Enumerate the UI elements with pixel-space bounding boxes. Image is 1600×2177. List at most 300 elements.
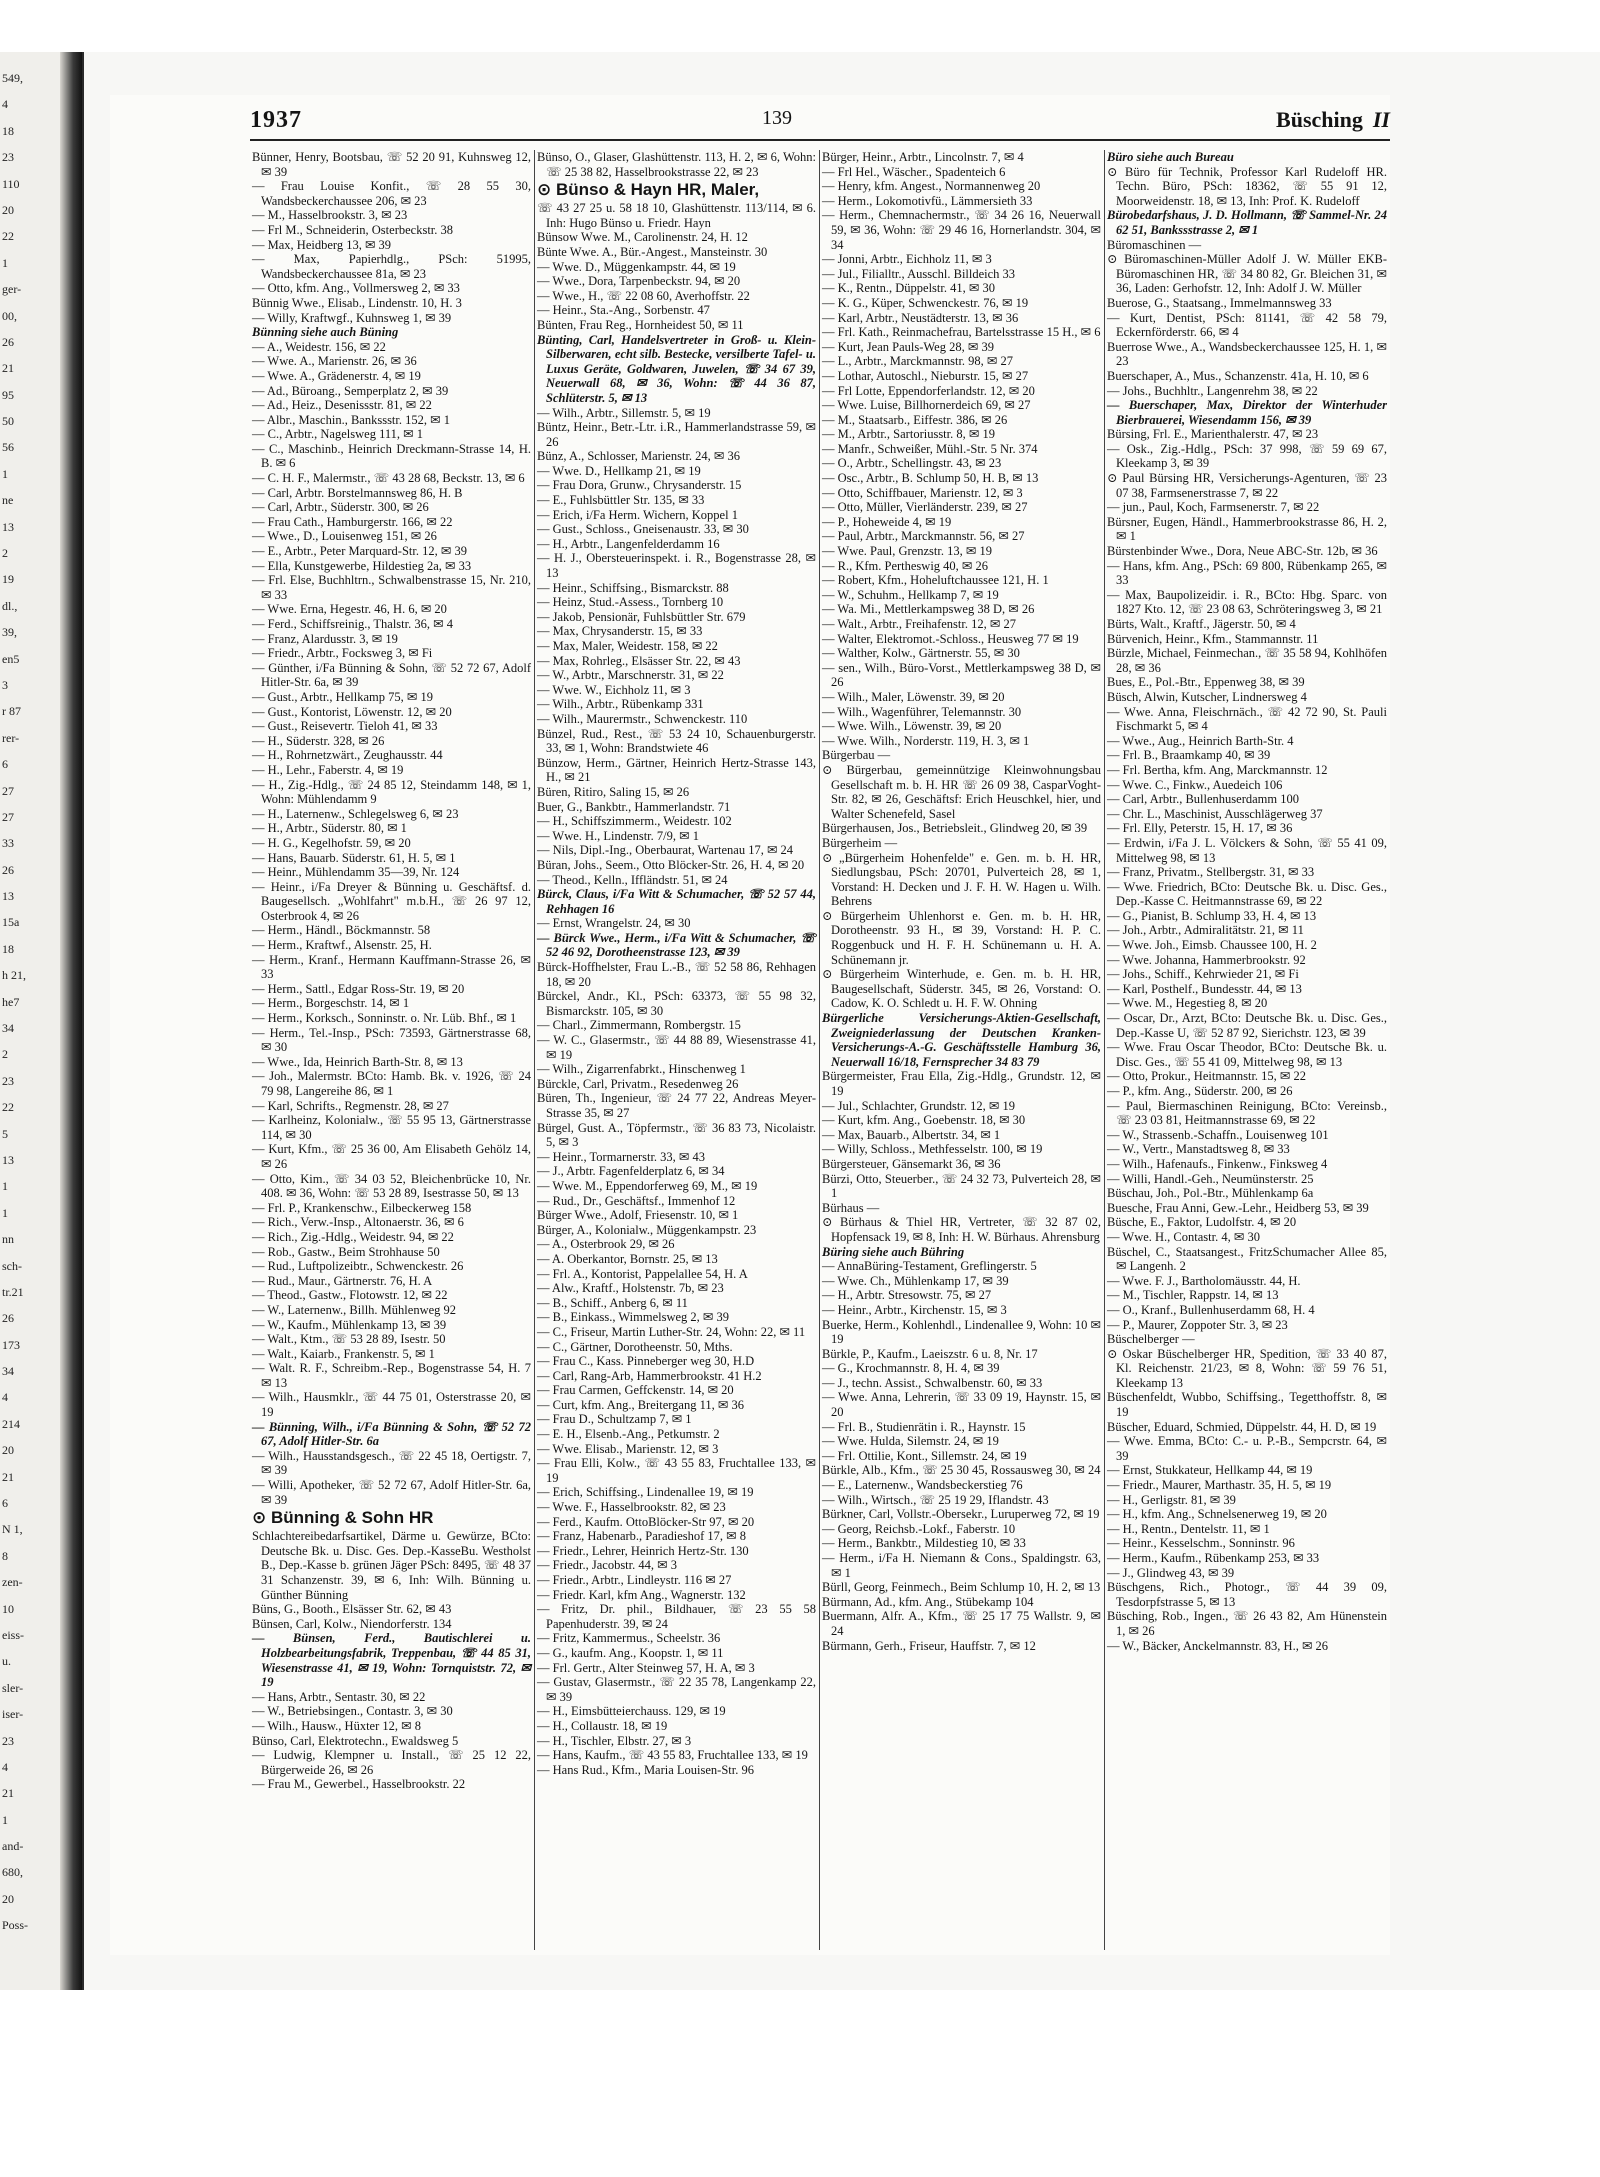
directory-entry: ⊙ „Bürgerheim Hohenfelde" e. Gen. m. b. H. HR, Siedlungsbau, PSch: 20701, Pulverteich 28, ✉ 1, Vorstand: H. Decken und J. F. H. W. Hagen u. Wilh. Behrens [822, 850, 1101, 909]
column-1 [250, 150, 535, 1950]
directory-entry: — M., Tischler, Rappstr. 14, ✉ 13 [1107, 1288, 1279, 1303]
directory-entry: Bürmann, Ad., kfm. Ang., Stübekamp 104 [822, 1594, 1034, 1609]
directory-entry: — H., Rentn., Dentelstr. 11, ✉ 1 [1107, 1521, 1270, 1536]
previous-page-fragment: 680, [2, 1865, 23, 1879]
directory-entry: — Max, Chrysanderstr. 15, ✉ 33 [537, 624, 703, 639]
directory-entry: — Otto, Schiffbauer, Marienstr. 12, ✉ 3 [822, 485, 1023, 500]
directory-entry: — sen., Wilh., Büro-Vorst., Mettlerkampsweg 38 D, ✉ 26 [822, 660, 1101, 690]
previous-page-fragment: en5 [2, 652, 20, 666]
directory-entry: — Herm., Tel.-Insp., PSch: 73593, Gärtnerstrasse 68, ✉ 30 [252, 1025, 531, 1055]
directory-entry: — Walther, Kolw., Gärtnerstr. 55, ✉ 30 [822, 646, 1020, 661]
directory-entry: — Herm., Kranf., Hermann Kauffmann-Strasse 26, ✉ 33 [252, 952, 531, 982]
previous-page-fragment: eiss- [2, 1628, 24, 1642]
directory-entry: — Herm., Händl., Böckmannstr. 58 [252, 923, 431, 938]
directory-entry: Bürgerbau — [822, 748, 891, 763]
previous-page-fragment: 34 [2, 1364, 14, 1378]
directory-entry: — Frau Carmen, Geffckenstr. 14, ✉ 20 [537, 1383, 734, 1398]
directory-entry: — Hans, Kaufm., ☏ 43 55 83, Fruchtallee 133, ✉ 19 [537, 1748, 808, 1763]
header-rule [250, 139, 1390, 141]
directory-entry: — Wilh., Maler, Löwenstr. 39, ✉ 20 [822, 689, 1005, 704]
directory-entry: — Gust., Arbtr., Hellkamp 75, ✉ 19 [252, 689, 433, 704]
directory-entry: ⊙ Paul Bürsing HR, Versicherungs-Agenturen, ☏ 23 07 38, Farmsenerstrasse 7, ✉ 22 [1107, 471, 1387, 500]
previous-page-fragment: 95 [2, 388, 14, 402]
directory-entry: — Willi, Apotheker, ☏ 52 72 67, Adolf Hitler-Str. 6a, ✉ 39 [252, 1478, 531, 1507]
directory-entry: — Friedr., Lehrer, Heinrich Hertz-Str. 130 [537, 1543, 749, 1558]
previous-page-fragment: 4 [2, 1390, 8, 1404]
directory-entry: — Bünsen, Ferd., Bautischlerei u. Holzbearbeitungsfabrik, Treppenbau, ☏ 44 85 31, Wiesenstrasse 41, ✉ 19, Wohn: Tornquiststr. 72, ✉ 19 [252, 1631, 531, 1690]
directory-entry: Bürts, Walt., Kraftf., Jägerstr. 50, ✉ 4 [1107, 617, 1296, 631]
previous-page-fragment: 26 [2, 863, 14, 877]
previous-page-fragment: 110 [2, 177, 20, 191]
directory-entry: — Wwe. Hulda, Silemstr. 24, ✉ 19 [822, 1434, 999, 1449]
directory-entry: — Johs., Buchhltr., Langenrehm 38, ✉ 22 [1107, 383, 1318, 398]
directory-entry: — Erich, Schiffsing., Lindenallee 19, ✉ 19 [537, 1485, 754, 1500]
directory-entry: Bürobedarfshaus, J. D. Hollmann, ☏ Sammel-Nr. 24 62 51, Bankssstrasse 2, ✉ 1 [1107, 208, 1387, 237]
directory-entry: Bürvenich, Heinr., Kfm., Stammannstr. 11 [1107, 631, 1319, 646]
directory-entry: — P., Hoheweide 4, ✉ 19 [822, 514, 952, 529]
directory-entry: — AnnaBüring-Testament, Greflingerstr. 5 [822, 1259, 1037, 1274]
directory-entry: — Rud., Maur., Gärtnerstr. 76, H. A [252, 1273, 433, 1288]
directory-entry: ⊙ Bürhaus & Thiel HR, Vertreter, ☏ 32 87 02, Hopfensack 19, ✉ 8, Inh: H. W. Bürhaus. Ahrensburg [822, 1215, 1101, 1244]
directory-entry: — Osc., Arbtr., B. Schlump 50, H. B, ✉ 13 [822, 471, 1039, 486]
previous-page-fragment: 15a [2, 915, 20, 929]
previous-page-fragment: 34 [2, 1021, 14, 1035]
running-title [1276, 107, 1390, 133]
directory-entry: Buerose, G., Staatsang., Immelmannsweg 33 [1107, 295, 1332, 310]
directory-entry: — Paul, Arbtr., Marckmannstr. 56, ✉ 27 [822, 529, 1025, 544]
previous-page-fragment: 2 [2, 546, 8, 560]
directory-entry: — Herm., Kaufm., Rübenkamp 253, ✉ 33 [1107, 1551, 1320, 1565]
directory-entry: — H., Süderstr. 328, ✉ 26 [252, 733, 385, 748]
previous-page-fragment: 18 [2, 124, 14, 138]
directory-entry: — Frl. Else, Buchhltrn., Schwalbenstrasse 15, Nr. 210, ✉ 33 [252, 573, 531, 602]
directory-entry: — Frau Louise Konfit., ☏ 28 55 30, Wandsbeckerchaussee 206, ✉ 23 [252, 179, 531, 208]
directory-entry: — Kurt, Jean Pauls-Weg 28, ✉ 39 [822, 339, 994, 354]
directory-entry: Büromaschinen — [1107, 237, 1202, 252]
previous-page-fragment: sler- [2, 1681, 24, 1695]
directory-entry: — J., Arbtr. Fagenfelderplatz 6, ✉ 34 [537, 1164, 725, 1179]
directory-entry: Bürsing, Frl. E., Marienthalerstr. 47, ✉ 23 [1107, 427, 1319, 442]
directory-entry: — Frau Elli, Kolw., ☏ 43 55 83, Fruchtallee 133, ✉ 19 [537, 1456, 816, 1485]
directory-entry: Buesche, Frau Anni, Gew.-Lehr., Heidberg 53, ✉ 39 [1107, 1200, 1369, 1215]
directory-entry: — Wwe. Frau Oscar Theodor, BCto: Deutsche Bk. u. Disc. Ges., ☏ 55 41 09, Mittelweg 98, ✉ 13 [1107, 1040, 1387, 1069]
directory-entry: — Heinr., Mühlendamm 35—39, Nr. 124 [252, 865, 460, 880]
previous-page-fragment: 21 [2, 1470, 14, 1484]
directory-entry: — Joh., Malermstr. BCto: Hamb. Bk. v. 1926, ☏ 24 79 98, Langereihe 86, ✉ 1 [252, 1069, 531, 1098]
directory-entry: — Gustav, Glasermstr., ☏ 22 35 78, Langenkamp 22, ✉ 39 [537, 1675, 816, 1704]
directory-entry: Bünzow, Herm., Gärtner, Heinrich Hertz-Strasse 143, H., ✉ 21 [537, 755, 816, 785]
directory-entry: — Wwe. H., Lindenstr. 7/9, ✉ 1 [537, 828, 699, 843]
directory-entry: — B., Einkass., Wimmelsweg 2, ✉ 39 [537, 1310, 730, 1325]
directory-entry: — Lothar, Autoschl., Nieburstr. 15, ✉ 27 [822, 368, 1029, 383]
directory-entry: — Karl, Posthelf., Bundesstr. 44, ✉ 13 [1107, 981, 1302, 996]
directory-entry: — Otto, Müller, Vierländerstr. 239, ✉ 27 [822, 500, 1028, 515]
directory-entry: — L., Arbtr., Marckmannstr. 98, ✉ 27 [822, 354, 1014, 369]
directory-entry: — Carl, Arbtr., Bullenhuserdamm 100 [1107, 792, 1299, 807]
directory-entry: — Ferd., Schiffsreinig., Thalstr. 36, ✉ 4 [252, 617, 453, 631]
directory-entry: Bürmann, Gerh., Friseur, Hauffstr. 7, ✉ 12 [822, 1638, 1036, 1653]
directory-entry: — P., Maurer, Zoppoter Str. 3, ✉ 23 [1107, 1317, 1288, 1332]
directory-entry: Bünner, Henry, Bootsbau, ☏ 52 20 91, Kuhnsweg 12, ✉ 39 [252, 150, 531, 179]
directory-entry: Bürgel, Gust. A., Töpfermstr., ☏ 36 83 73, Nicolaistr. 5, ✉ 3 [537, 1120, 816, 1150]
directory-entry: Bürzle, Michael, Feinmechan., ☏ 35 58 94, Kohlhöfen 28, ✉ 36 [1107, 646, 1387, 675]
directory-entry: Bürgermeister, Frau Ella, Zig.-Hdlg., Grundstr. 12, ✉ 19 [822, 1069, 1101, 1098]
directory-entry: — Günther, i/Fa Bünning & Sohn, ☏ 52 72 67, Adolf Hitler-Str. 6a, ✉ 39 [252, 660, 531, 690]
previous-page-fragment: 56 [2, 440, 14, 454]
directory-entry: — Frl M., Schneiderin, Osterbeckstr. 38 [252, 222, 454, 237]
directory-entry: — Friedr., Maurer, Marthastr. 35, H. 5, ✉ 19 [1107, 1478, 1332, 1493]
directory-entry: Bürger, A., Kolonialw., Müggenkampstr. 23 [537, 1222, 757, 1237]
previous-page-fragment: tr.21 [2, 1285, 24, 1299]
directory-entry: — Ella, Kunstgewerbe, Hildestieg 2a, ✉ 33 [252, 558, 472, 573]
directory-entry: — E., Arbtr., Peter Marquard-Str. 12, ✉ 39 [252, 544, 467, 559]
directory-entry: — Georg, Reichsb.-Lokf., Faberstr. 10 [822, 1521, 1016, 1536]
directory-entry: — Wwe., Dora, Tarpenbeckstr. 94, ✉ 20 [537, 274, 741, 289]
directory-entry: — Wwe. Ch., Mühlenkamp 17, ✉ 39 [822, 1273, 1009, 1288]
directory-entry: — Wwe. Elisab., Marienstr. 12, ✉ 3 [537, 1441, 719, 1456]
directory-entry: Bünz, A., Schlosser, Marienstr. 24, ✉ 36 [537, 449, 741, 464]
previous-page-fragment: he7 [2, 995, 20, 1009]
directory-entry: — Max, Rohrleg., Elsässer Str. 22, ✉ 43 [537, 653, 741, 668]
directory-entry: — Wilh., Hausstandsgesch., ☏ 22 45 18, Oertigstr. 7, ✉ 39 [252, 1448, 531, 1478]
directory-entry: — Wilh., Hafenaufs., Finkenw., Finksweg 4 [1107, 1156, 1328, 1171]
previous-page-fragment: 173 [2, 1338, 20, 1352]
directory-entry: — Franz, Habenarb., Paradieshof 17, ✉ 8 [537, 1529, 747, 1544]
directory-entry: — A. Oberkantor, Bornstr. 25, ✉ 13 [537, 1251, 718, 1266]
directory-entry: — Gust., Reisevertr. Tieloh 41, ✉ 33 [252, 719, 438, 734]
directory-entry: — H. G., Kegelhofstr. 59, ✉ 20 [252, 835, 411, 850]
directory-entry: Bürgerheim — [822, 835, 898, 850]
directory-entry: — Friedr., Jacobstr. 44, ✉ 3 [537, 1558, 677, 1573]
directory-entry: — Jul., Filialltr., Ausschl. Billdeich 33 [822, 266, 1016, 281]
directory-entry: Bürck-Hoffhelster, Frau L.-B., ☏ 52 58 86, Rehhagen 18, ✉ 20 [537, 960, 816, 989]
directory-entry: — Hans, Bauarb. Süderstr. 61, H. 5, ✉ 1 [252, 850, 456, 865]
directory-entry: — Wwe. Anna, Lehrerin, ☏ 33 09 19, Haynstr. 15, ✉ 20 [822, 1390, 1101, 1420]
directory-entry: — Kurt, Kfm., ☏ 25 36 00, Am Elisabeth Gehölz 14, ✉ 26 [252, 1142, 531, 1171]
previous-page-fragment: 00, [2, 309, 17, 323]
directory-entry: — Herm., Borgeschstr. 14, ✉ 1 [252, 996, 410, 1011]
directory-entry: — Franz, Alardusstr. 3, ✉ 19 [252, 631, 398, 646]
directory-entry: — O., Arbtr., Schellingstr. 43, ✉ 23 [822, 456, 1002, 471]
directory-entry: Büro siehe auch Bureau [1107, 150, 1234, 164]
directory-entry: — Rich., Zig.-Hdlg., Weidestr. 94, ✉ 22 [252, 1229, 454, 1244]
directory-entry: Bürck, Claus, i/Fa Witt & Schumacher, ☏ 52 57 44, Rehhagen 16 [537, 887, 816, 916]
directory-entry: — Wwe. Johanna, Hammerbrookstr. 92 [1107, 952, 1306, 967]
directory-entry: Bürkle, Alb., Kfm., ☏ 25 30 45, Rossausweg 30, ✉ 24 [822, 1463, 1101, 1478]
directory-entry: — Herm., i/Fa H. Niemann & Cons., Spaldingstr. 63, ✉ 1 [822, 1551, 1101, 1580]
directory-entry: Bürger, Heinr., Arbtr., Lincolnstr. 7, ✉ 4 [822, 150, 1024, 164]
directory-entry: — Joh., Arbtr., Admiralitätstr. 21, ✉ 11 [1107, 923, 1304, 938]
directory-entry: — Erich, i/Fa Herm. Wichern, Koppel 1 [537, 507, 738, 522]
directory-entry: — Frl. Ottilie, Kont., Sillemstr. 24, ✉ 19 [822, 1448, 1027, 1463]
directory-entry: — Henry, kfm. Angest., Normannenweg 20 [822, 179, 1041, 194]
directory-entry: — H., Arbtr., Süderstr. 80, ✉ 1 [252, 821, 407, 836]
directory-entry: Bürgerliche Versicherungs-Aktien-Gesellschaft, Zweigniederlassung der Deutschen Kranken-Versicherungs-A.-G. Geschäftsstelle Hamburg 36, Neuerwall 16/18, Fernsprecher 34 83 79 [822, 1011, 1101, 1069]
directory-entry: — Max, Heidberg 13, ✉ 39 [252, 237, 392, 252]
directory-entry: — Wilh., Hausw., Hüxter 12, ✉ 8 [252, 1718, 421, 1733]
directory-entry: — Wwe. Joh., Eimsb. Chaussee 100, H. 2 [1107, 938, 1317, 953]
directory-entry: — Wilh., Arbtr., Sillemstr. 5, ✉ 19 [537, 405, 711, 420]
directory-entry: Bürkner, Carl, Vollstr.-Obersekr., Luruperweg 72, ✉ 19 [822, 1507, 1100, 1522]
previous-page-fragment: zen- [2, 1575, 23, 1589]
directory-entry: — Jul., Schlachter, Grundstr. 12, ✉ 19 [822, 1098, 1015, 1113]
directory-entry: — E., Laternenw., Wandsbeckerstieg 76 [822, 1478, 1023, 1493]
directory-entry: — Walt., Ktm., ☏ 53 28 89, Isestr. 50 [252, 1332, 446, 1347]
directory-entry: — A., Weidestr. 156, ✉ 22 [252, 339, 386, 354]
directory-entry: — H., Collaustr. 18, ✉ 19 [537, 1718, 668, 1733]
directory-entry: — Herm., Bankbtr., Mildestieg 10, ✉ 33 [822, 1536, 1026, 1551]
directory-entry: Bürkle, P., Kaufm., Laeiszstr. 6 u. 8, Nr. 17 [822, 1346, 1038, 1361]
directory-entry: Büschel, C., Staatsangest., FritzSchumacher Allee 85, ✉ Langenh. 2 [1107, 1244, 1387, 1274]
directory-entry: — W., Arbtr., Marschnerstr. 31, ✉ 22 [537, 668, 724, 683]
previous-page-fragment: dl., [2, 599, 18, 613]
previous-page-fragment: 23 [2, 150, 14, 164]
directory-entry: — W., Laternenw., Billh. Mühlenweg 92 [252, 1302, 457, 1317]
directory-entry: — P., kfm. Ang., Süderstr. 200, ✉ 26 [1107, 1084, 1293, 1098]
directory-entry: — Charl., Zimmermann, Rombergstr. 15 [537, 1018, 741, 1033]
column-3 [820, 150, 1105, 1950]
directory-entry: Büschenfeldt, Wubbo, Schiffsing., Tegetthoffstr. 8, ✉ 19 [1107, 1390, 1387, 1420]
directory-entry: — H., Lehr., Faberstr. 4, ✉ 19 [252, 762, 404, 777]
previous-page-fragment: 6 [2, 757, 8, 771]
directory-entry: — Frl. B., Studienrätin i. R., Haynstr. 15 [822, 1419, 1026, 1434]
directory-entry: — Gust., Schloss., Gneisenaustr. 33, ✉ 30 [537, 522, 749, 537]
directory-entry: — Wilh., Hausmklr., ☏ 44 75 01, Osterstrasse 20, ✉ 19 [252, 1390, 531, 1420]
directory-entry: — Osk., Zig.-Hdlg., PSch: 37 998, ☏ 59 69 67, Kleekamp 3, ✉ 39 [1107, 441, 1387, 471]
directory-entry: — Wwe. Friedrich, BCto: Deutsche Bk. u. Disc. Ges., Dep.-Kasse C. Heitmannstrasse 69, ✉ 22 [1107, 879, 1387, 909]
directory-entry: Büscher, Eduard, Schmied, Düppelstr. 44, H. D, ✉ 19 [1107, 1419, 1377, 1434]
previous-page-fragment: 5 [2, 1127, 8, 1141]
directory-entry: — Heinr., i/Fa Dreyer & Bünning u. Geschäftsf. d. Baugesellsch. „Wohlfahrt" m.b.H., ☏ 26 97 12, Osterbrook 4, ✉ 26 [252, 879, 531, 923]
directory-entry: — Wwe. Wilh., Löwenstr. 39, ✉ 20 [822, 719, 1002, 734]
directory-entry: Bürgersteuer, Gänsemarkt 36, ✉ 36 [822, 1156, 1001, 1171]
directory-entry: — Walt., Arbtr., Freihafenstr. 12, ✉ 27 [822, 617, 1016, 631]
previous-page-fragment: 23 [2, 1734, 14, 1748]
directory-entry: — H., Eimsbütteierchauss. 129, ✉ 19 [537, 1704, 726, 1719]
directory-entry: Bürll, Georg, Feinmech., Beim Schlump 10, H. 2, ✉ 13 [822, 1580, 1101, 1595]
directory-entry: — Herm., Lokomotivfü., Lämmersieth 33 [822, 193, 1033, 208]
directory-entry: — B., Schiff., Anberg 6, ✉ 11 [537, 1295, 688, 1310]
directory-entry: — Wwe. H., Contastr. 4, ✉ 30 [1107, 1229, 1260, 1244]
directory-entry: — Rob., Gastw., Beim Strohhause 50 [252, 1244, 440, 1259]
directory-entry: — Frau Cath., Hamburgerstr. 166, ✉ 22 [252, 514, 453, 529]
directory-entry: — Manfr., Schweißer, Mühl.-Str. 5 Nr. 374 [822, 441, 1038, 456]
directory-entry: — Heinr., Tormarnerstr. 33, ✉ 43 [537, 1149, 706, 1164]
directory-entry: Bürgerhausen, Jos., Betriebsleit., Glindweg 20, ✉ 39 [822, 821, 1088, 836]
directory-entry: — Wwe. M., Eppendorferweg 69, M., ✉ 19 [537, 1178, 758, 1193]
directory-entry: — Frau Dora, Grunw., Chrysanderstr. 15 [537, 478, 742, 493]
previous-page-fragment: 6 [2, 1496, 8, 1510]
directory-entry: — Karl, Schrifts., Regmenstr. 28, ✉ 27 [252, 1098, 449, 1113]
previous-page-fragment: 3 [2, 678, 8, 692]
directory-entry: — Theod., Gastw., Flotowstr. 12, ✉ 22 [252, 1288, 448, 1303]
directory-entry: — Wwe. M., Hegestieg 8, ✉ 20 [1107, 996, 1268, 1011]
directory-entry: — Bünning, Wilh., i/Fa Bünning & Sohn, ☏ 52 72 67, Adolf Hitler-Str. 6a [252, 1419, 531, 1449]
directory-entry: Buer, G., Bankbtr., Hammerlandstr. 71 [537, 799, 731, 814]
directory-entry: — C., Gärtner, Dorotheenstr. 50, Mths. [537, 1339, 733, 1354]
directory-entry: — G., Krochmannstr. 8, H. 4, ✉ 39 [822, 1361, 1000, 1376]
directory-entry: ⊙ Bürgerheim Uhlenhorst e. Gen. m. b. H. HR, Dorotheenstr. 93 H., ✉ 39, Vorstand: H. P. C. Roggenbuck und H. F. H. Schünemann u. H. A. Schünemann jr. [822, 908, 1101, 967]
previous-page-fragment: 39, [2, 625, 17, 639]
directory-entry: — H., Arbtr. Stresowstr. 75, ✉ 27 [822, 1288, 992, 1303]
previous-page-fragment: 20 [2, 203, 14, 217]
previous-page-fragment: 1 [2, 1206, 8, 1220]
directory-entry: — Theod., Kelln., Iffländstr. 51, ✉ 24 [537, 872, 728, 887]
directory-entry: — Wwe. Luise, Billhornerdeich 69, ✉ 27 [822, 398, 1031, 413]
directory-entry: Bünso, Carl, Elektrotechn., Ewaldsweg 5 [252, 1733, 459, 1748]
directory-entry: — Rud., Dr., Geschäftsf., Immenhof 12 [537, 1193, 736, 1208]
directory-entry: — Friedr. Karl, kfm Ang., Wagnerstr. 132 [537, 1587, 746, 1602]
previous-page-fragment: 13 [2, 1153, 14, 1167]
column-4 [1105, 150, 1390, 1950]
directory-entry: — H. J., Obersteuerinspekt. i. R., Bogenstrasse 28, ✉ 13 [537, 551, 816, 581]
directory-entry: — Hans Rud., Kfm., Maria Louisen-Str. 96 [537, 1762, 754, 1777]
directory-entry: — Chr. L., Maschinist, Ausschlägerweg 37 [1107, 806, 1323, 821]
directory-entry: — W., Vertr., Manstadtsweg 8, ✉ 33 [1107, 1142, 1290, 1157]
directory-entry: — Frl. P., Krankenschw., Eilbeckerweg 158 [252, 1200, 472, 1215]
directory-entry: — Otto, kfm. Ang., Vollmersweg 2, ✉ 33 [252, 281, 460, 296]
directory-entry: — Willi, Handl.-Geh., Neumünsterstr. 25 [1107, 1171, 1314, 1186]
directory-entry: — Wilh., Arbtr., Rübenkamp 331 [537, 697, 704, 712]
directory-entry: Büsch, Alwin, Kutscher, Lindnersweg 4 [1107, 689, 1307, 704]
directory-entry: — H., Zig.-Hdlg., ☏ 24 85 12, Steindamm 148, ✉ 1, Wohn: Mühlendamm 9 [252, 777, 531, 807]
book-spine [60, 52, 82, 1990]
directory-entry: Büring siehe auch Bühring [822, 1244, 965, 1259]
directory-entry: ⊙ Bünso & Hayn HR, Maler, [537, 180, 760, 200]
directory-entry: — Wwe. C., Finkw., Auedeich 106 [1107, 777, 1283, 792]
directory-entry: — Max, Maler, Weidestr. 158, ✉ 22 [537, 639, 718, 653]
directory-entry: — H., Arbtr., Langenfelderdamm 16 [537, 536, 720, 551]
page-header [110, 95, 1390, 145]
directory-entry: ⊙ Bünning & Sohn HR [252, 1508, 434, 1528]
previous-page-edge [0, 52, 84, 1990]
page-top-margin [0, 0, 1600, 52]
previous-page-fragment: rer- [2, 731, 20, 745]
directory-entry: — Jonni, Arbtr., Eichholz 11, ✉ 3 [822, 252, 992, 267]
previous-page-fragment: 19 [2, 572, 14, 586]
previous-page-fragment: r 87 [2, 704, 21, 718]
directory-entry: — Franz, Privatm., Stellbergstr. 31, ✉ 33 [1107, 865, 1315, 880]
directory-entry: — J., techn. Assist., Schwalbenstr. 60, ✉ 33 [822, 1375, 1043, 1390]
directory-entry: — Wwe. A., Marienstr. 26, ✉ 36 [252, 354, 417, 369]
previous-page-fragment: 33 [2, 836, 14, 850]
directory-entry: Bürckle, Carl, Privatm., Resedenweg 26 [537, 1076, 739, 1091]
directory-columns [250, 150, 1390, 1950]
previous-page-fragment: 1 [2, 1179, 8, 1193]
directory-entry: — Frl. Bertha, kfm. Ang, Marckmannstr. 12 [1107, 762, 1328, 777]
directory-entry: Buerrose Wwe., A., Wandsbeckerchaussee 125, H. 1, ✉ 23 [1107, 339, 1387, 369]
directory-entry: Bürzi, Otto, Steuerber., ☏ 24 32 73, Pulverteich 28, ✉ 1 [822, 1171, 1101, 1201]
directory-entry: — M., Staatsarb., Eiffestr. 386, ✉ 26 [822, 412, 1008, 427]
directory-entry: — Frl. Gertr., Alter Steinweg 57, H. A, ✉ 3 [537, 1660, 755, 1675]
directory-entry: — Frl Lotte, Eppendorferlandstr. 12, ✉ 20 [822, 383, 1035, 398]
previous-page-fragment: 4 [2, 1760, 8, 1774]
previous-page-fragment: 1 [2, 256, 8, 270]
directory-entry: — Heinr., Arbtr., Kirchenstr. 15, ✉ 3 [822, 1302, 1007, 1317]
directory-entry: — C., Maschinb., Heinrich Dreckmann-Strasse 14, H. B. ✉ 6 [252, 441, 531, 471]
directory-entry: — Friedr., Arbtr., Lindleystr. 116 ✉ 27 [537, 1573, 732, 1587]
directory-entry: — Heinr., Kesselschm., Sonninstr. 96 [1107, 1536, 1295, 1551]
directory-entry: — Frau D., Schultzamp 7, ✉ 1 [537, 1412, 692, 1427]
previous-page-fragment: h 21, [2, 968, 26, 982]
directory-entry: — E., Fuhlsbüttler Str. 135, ✉ 33 [537, 493, 705, 508]
directory-entry: — Wa. Mi., Mettlerkampsweg 38 D, ✉ 26 [822, 602, 1035, 617]
directory-entry: — Carl, Rang-Arb, Hammerbrookstr. 41 H.2 [537, 1368, 762, 1383]
directory-entry: Bünnig Wwe., Elisab., Lindenstr. 10, H. 3 [252, 295, 462, 310]
previous-page-fragment: 27 [2, 784, 14, 798]
directory-entry: — K. G., Küper, Schwenckestr. 76, ✉ 19 [822, 295, 1029, 310]
previous-page-fragment: 4 [2, 97, 8, 111]
directory-entry: — H., Gerligstr. 81, ✉ 39 [1107, 1492, 1236, 1507]
directory-entry: — Heinz, Stud.-Assess., Tornberg 10 [537, 595, 724, 610]
running-title-part: II [1372, 107, 1390, 132]
directory-entry: Bünte Wwe. A., Bür.-Angest., Mansteinstr. 30 [537, 244, 768, 259]
directory-entry: Büschelberger — [1107, 1332, 1195, 1347]
directory-entry: Büsching, Rob., Ingen., ☏ 26 43 82, Am Hünenstein 1, ✉ 26 [1107, 1609, 1387, 1638]
directory-entry: Bünsen, Carl, Kolw., Niendorferstr. 134 [252, 1616, 452, 1631]
previous-page-fragment: 21 [2, 1786, 14, 1800]
directory-entry: ⊙ Oskar Büschelberger HR, Spedition, ☏ 33 40 87, Kl. Reichenstr. 21/23, ✉ 8, Wohn: ☏ 59 76 51, Kleekamp 13 [1107, 1346, 1387, 1390]
directory-entry: ⊙ Bürgerbau, gemeinnützige Kleinwohnungsbau Gesellschaft m. b. H. HR ☏ 26 09 38, CasparVoght-Str. 82, ✉ 26, Geschäftsf: Erich Heuschkel, hier, und Walter Schenefeld, Sasel [822, 762, 1101, 821]
directory-entry: Buerschaper, A., Mus., Schanzenstr. 41a, H. 10, ✉ 6 [1107, 368, 1369, 383]
directory-entry: ⊙ Bürgerheim Winterhude, e. Gen. m. b. H. HR, Baugesellschaft, Süderstr. 345, ✉ 26, Vorstand: O. Cadow, K. O. Schledt u. H. F. W. Ohning [822, 967, 1101, 1011]
previous-page-fragment: and- [2, 1839, 24, 1853]
previous-page-fragment: 20 [2, 1443, 14, 1457]
directory-entry: — Ernst, Wrangelstr. 24, ✉ 30 [537, 916, 691, 931]
directory-page [110, 95, 1390, 1955]
directory-entry: — W. C., Glasermstr., ☏ 44 88 89, Wiesenstrasse 41, ✉ 19 [537, 1033, 816, 1062]
directory-entry: — Curt, kfm. Ang., Breitergang 11, ✉ 36 [537, 1397, 744, 1412]
directory-entry: Bünsow Wwe. M., Carolinenstr. 24, H. 12 [537, 230, 748, 245]
previous-page-fragment: 18 [2, 942, 14, 956]
previous-page-fragment: ne [2, 493, 14, 507]
directory-entry: Bues, E., Pol.-Btr., Eppenweg 38, ✉ 39 [1107, 675, 1305, 690]
directory-entry: — J., Glindweg 43, ✉ 39 [1107, 1565, 1235, 1580]
directory-entry: — Wwe. Wilh., Norderstr. 119, H. 3, ✉ 1 [822, 733, 1030, 748]
directory-entry: — H., Laternenw., Schlegelsweg 6, ✉ 23 [252, 806, 459, 821]
directory-entry: Bünzel, Rud., Rest., ☏ 53 24 10, Schauenburgerstr. 33, ✉ 1, Wohn: Brandstwiete 46 [537, 726, 816, 756]
directory-entry: — W., Bäcker, Anckelmannstr. 83, H., ✉ 26 [1107, 1638, 1329, 1653]
previous-page-fragment: 13 [2, 520, 14, 534]
directory-entry: — Fritz, Kammermus., Scheelstr. 36 [537, 1631, 721, 1646]
directory-entry: — Wwe. Paul, Grenzstr. 13, ✉ 19 [822, 544, 992, 559]
previous-page-fragment: 10 [2, 1602, 14, 1616]
directory-entry: — K., Rentn., Düppelstr. 41, ✉ 30 [822, 281, 995, 296]
directory-entry: — W., Strassenb.-Schaffn., Louisenweg 101 [1107, 1127, 1329, 1142]
directory-entry: — H., Tischler, Elbstr. 27, ✉ 3 [537, 1733, 692, 1748]
directory-entry: — Frl. A., Kontorist, Pappelallee 54, H. A [537, 1266, 748, 1281]
directory-entry: — Willy, Kraftwgf., Kuhnsweg 1, ✉ 39 [252, 310, 452, 325]
directory-entry: — Walt., Kaiarb., Frankenstr. 5, ✉ 1 [252, 1346, 435, 1361]
directory-entry: — Frau C., Kass. Pinneberger weg 30, H.D [537, 1354, 755, 1369]
directory-entry: Büsche, E., Faktor, Ludolfstr. 4, ✉ 20 [1107, 1215, 1297, 1230]
directory-entry: Buerke, Herm., Kohlenhdl., Lindenallee 9, Wohn: 10 ✉ 19 [822, 1317, 1101, 1347]
directory-entry: — M., Arbtr., Sartoriusstr. 8, ✉ 19 [822, 427, 995, 442]
directory-entry: Bünning siehe auch Büning [252, 325, 399, 340]
directory-entry: — Ferd., Kaufm. OttoBlöcker-Str 97, ✉ 20 [537, 1514, 755, 1529]
directory-entry: Bürckel, Andr., Kl., PSch: 63373, ☏ 55 98 32, Bismarckstr. 105, ✉ 30 [537, 989, 816, 1018]
previous-page-fragment: 2 [2, 1047, 8, 1061]
previous-page-fragment: 214 [2, 1417, 20, 1431]
directory-entry: — Willy, Schloss., Methfesselstr. 100, ✉ 19 [822, 1142, 1043, 1157]
directory-entry: Büntz, Heinr., Betr.-Ltr. i.R., Hammerlandstrasse 59, ✉ 26 [537, 420, 816, 449]
directory-entry: Büren, Th., Ingenieur, ☏ 24 77 22, Andreas Meyer-Strasse 35, ✉ 27 [537, 1091, 816, 1120]
directory-entry: — Heinr., Schiffsing., Bismarckstr. 88 [537, 580, 729, 595]
previous-page-fragment: 13 [2, 889, 14, 903]
directory-entry: — H., Schiffszimmerm., Weidestr. 102 [537, 814, 732, 829]
previous-page-fragment: 26 [2, 335, 14, 349]
directory-entry: — W., Schuhm., Hellkamp 7, ✉ 19 [822, 587, 999, 602]
